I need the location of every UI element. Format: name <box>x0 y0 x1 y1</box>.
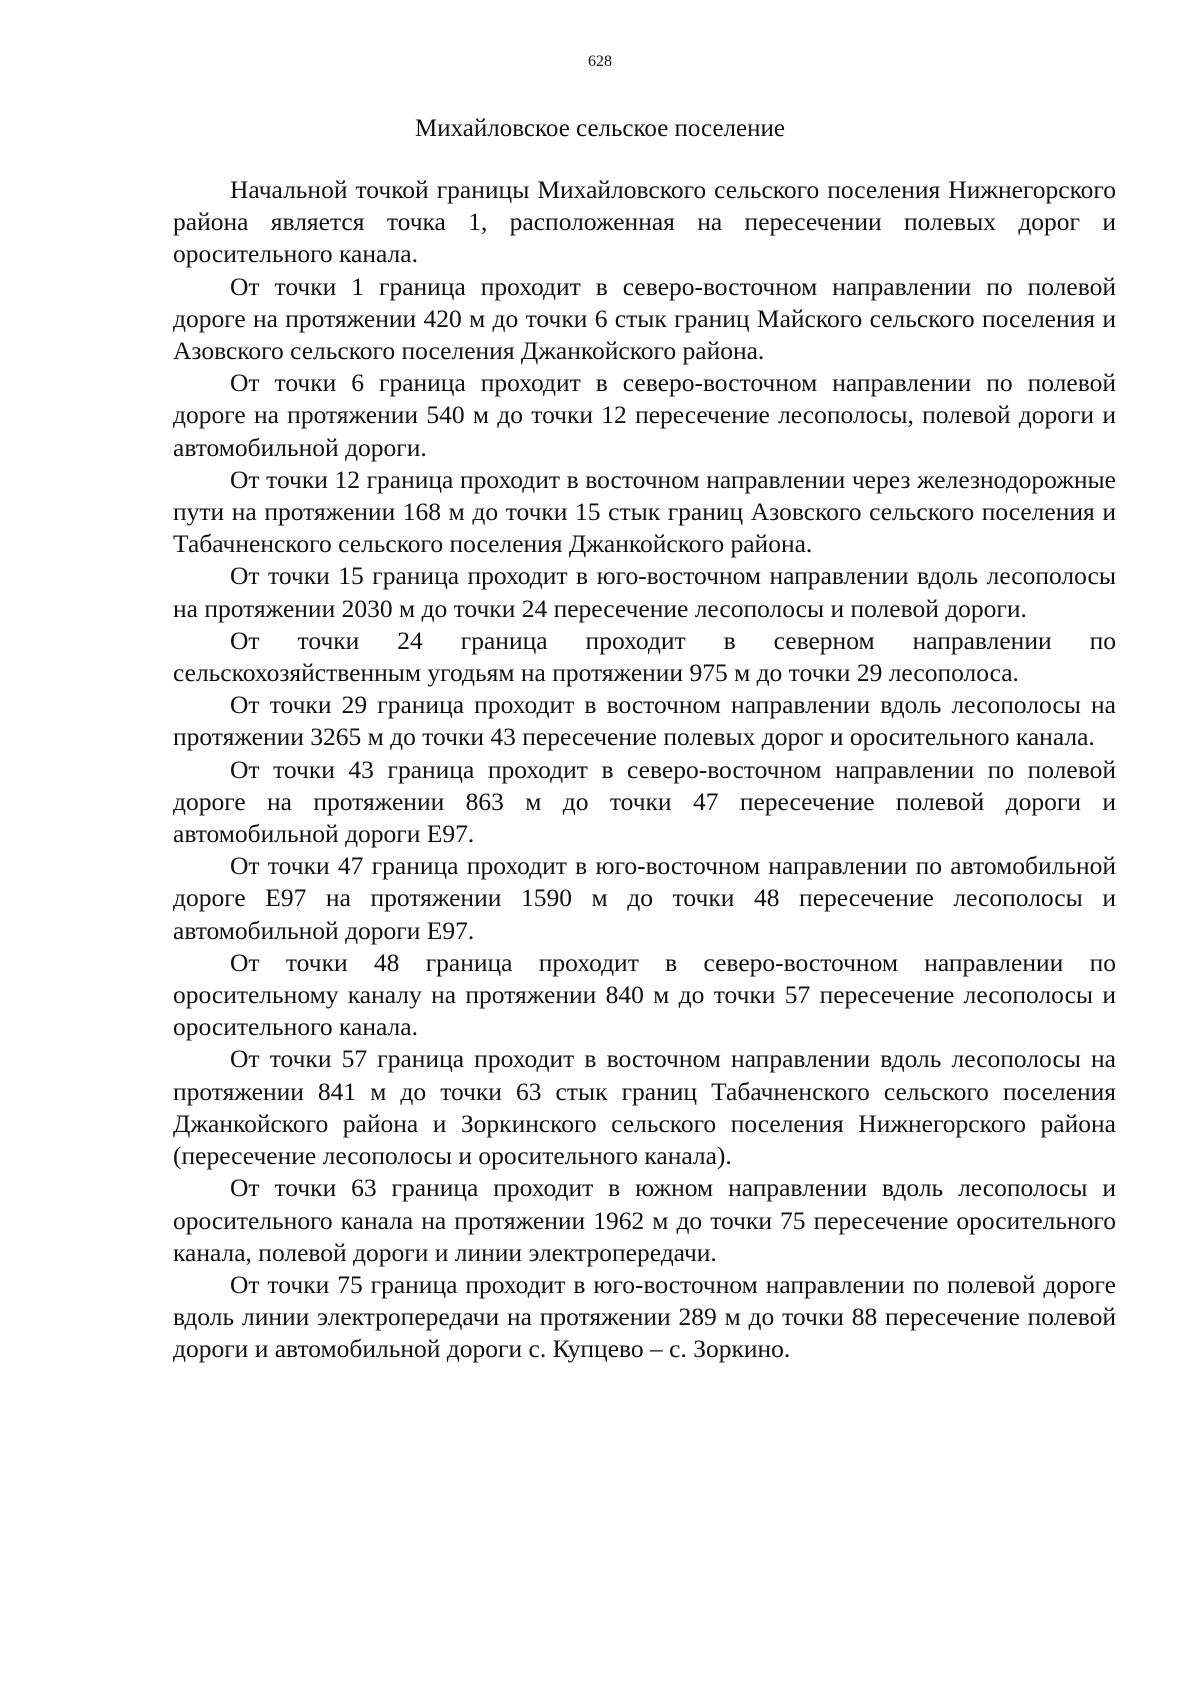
paragraph-point-12: От точки 12 граница проходит в восточном направлении через железнодорожные пути на протяжении 168 м до точки 15 стык границ Азовского сельского поселения и Табачненского сельского поселения Джанкойского района. <box>173 464 1116 559</box>
paragraph-point-47: От точки 47 граница проходит в юго-восточном направлении по автомобильной дороге Е97 на протяжении 1590 м до точки 48 пересечение лесополосы и автомобильной дороги Е97. <box>173 851 1116 945</box>
section-title: Михайловское сельское поселение <box>415 115 785 142</box>
page-number: 628 <box>588 53 612 70</box>
paragraph-point-6: От точки 6 граница проходит в северо-восточном направлении по полевой дороге на протяжении 540 м до точки 12 пересечение лесополосы, полевой дороги и автомобильной дороги. <box>173 368 1116 462</box>
paragraph-point-29: От точки 29 граница проходит в восточном направлении вдоль лесополосы на протяжении 3265 м до точки 43 пересечение полевых дорог и оросительного канала. <box>173 690 1116 752</box>
paragraph-point-48: От точки 48 граница проходит в северо-восточном направлении по оросительному каналу на протяжении 840 м до точки 57 пересечение лесополосы и оросительного канала. <box>173 947 1116 1042</box>
paragraph-point-24: От точки 24 граница проходит в северном направлении по сельскохозяйственным угодьям на протяжении 975 м до точки 29 лесополоса. <box>173 625 1116 688</box>
paragraph-point-15: От точки 15 граница проходит в юго-восточном направлении вдоль лесополосы на протяжении 2030 м до точки 24 пересечение лесополосы и полевой дороги. <box>173 561 1116 623</box>
paragraph-point-1: От точки 1 граница проходит в северо-восточном направлении по полевой дороге на протяжении 420 м до точки 6 стык границ Майского сельского поселения и Азовского сельского поселения Джанкойского района. <box>173 271 1116 366</box>
paragraph-point-75: От точки 75 граница проходит в юго-восточном направлении по полевой дороге вдоль линии электропередачи на протяжении 289 м до точки 88 пересечение полевой дороги и автомобильной дороги с. Купцево – с. Зоркино. <box>173 1269 1116 1364</box>
paragraph-point-43: От точки 43 граница проходит в северо-восточном направлении по полевой дороге на протяжении 863 м до точки 47 пересечение полевой дороги и автомобильной дороги Е97. <box>173 754 1116 849</box>
paragraph-point-63: От точки 63 граница проходит в южном направлении вдоль лесополосы и оросительного канала на протяжении 1962 м до точки 75 пересечение оросительного канала, полевой дороги и линии электропередачи. <box>173 1173 1116 1267</box>
paragraph-start-point: Начальной точкой границы Михайловского сельского поселения Нижнегорского района является точка 1, расположенная на пересечении полевых дорог и оросительного канала. <box>173 175 1116 269</box>
boundary-description <box>173 174 1116 1366</box>
paragraph-point-57: От точки 57 граница проходит в восточном направлении вдоль лесополосы на протяжении 841 м до точки 63 стык границ Табачненского сельского поселения Джанкойского района и Зоркинского сельского поселения Нижнегорского района (пересечение лесополосы и оросительного канала). <box>173 1044 1116 1171</box>
